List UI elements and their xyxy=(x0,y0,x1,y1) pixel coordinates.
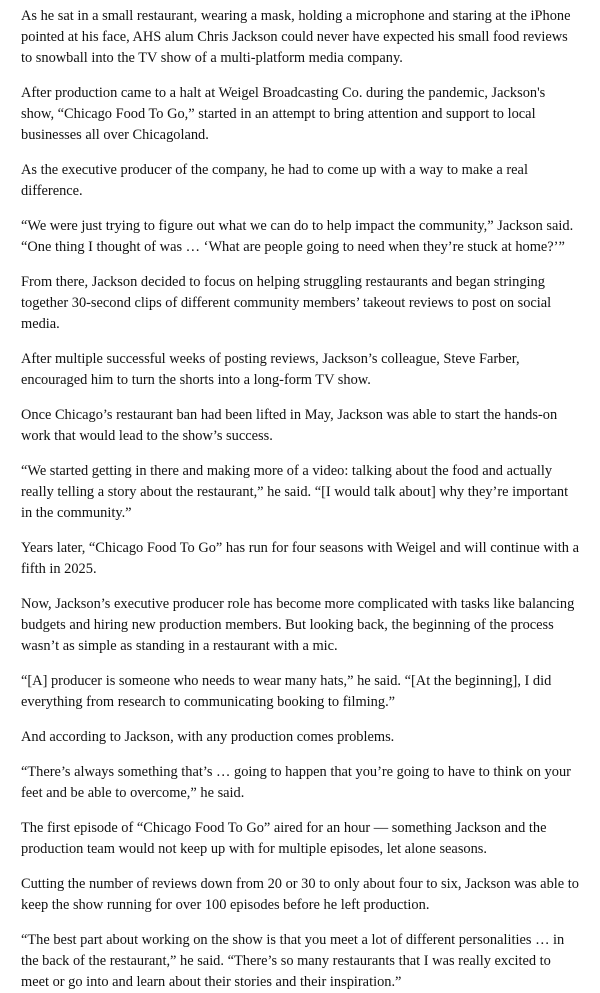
paragraph-12: And according to Jackson, with any production comes problems. xyxy=(21,729,395,745)
paragraph-2: After production came to a halt at Weigel Broadcasting Co. during the pandemic, Jackson's show, “Chicago Food To Go,” started in an attempt to bring attention and support to local businesses all over Chicagoland. xyxy=(21,85,546,143)
paragraph-10: Now, Jackson’s executive producer role has become more complicated with tasks like balancing budgets and hiring new production members. But looking back, the beginning of the process wasn’t as simple as standing in a restaurant with a mic. xyxy=(21,596,575,654)
paragraph-14: The first episode of “Chicago Food To Go” aired for an hour — something Jackson and the production team would not keep up with for multiple episodes, let alone seasons. xyxy=(21,820,547,857)
paragraph-5: From there, Jackson decided to focus on helping struggling restaurants and began stringing together 30-second clips of different community members’ takeout reviews to post on social media. xyxy=(21,274,552,332)
paragraph-3: As the executive producer of the company, he had to come up with a way to make a real difference. xyxy=(21,162,528,199)
paragraph-4: “We were just trying to figure out what we can do to help impact the community,” Jackson said. “One thing I thought of was … ‘What are people going to need when they’re stuck at home?’” xyxy=(21,218,574,255)
paragraph-15: Cutting the number of reviews down from 20 or 30 to only about four to six, Jackson was able to keep the show running for over 100 episodes before he left production. xyxy=(21,876,579,913)
paragraph-9: Years later, “Chicago Food To Go” has run for four seasons with Weigel and will continue with a fifth in 2025. xyxy=(21,540,579,577)
paragraph-7: Once Chicago’s restaurant ban had been lifted in May, Jackson was able to start the hands-on work that would lead to the show’s success. xyxy=(21,407,558,444)
paragraph-13: “There’s always something that’s … going to happen that you’re going to have to think on your feet and be able to overcome,” he said. xyxy=(21,764,571,801)
paragraph-1: As he sat in a small restaurant, wearing a mask, holding a microphone and staring at the iPhone pointed at his face, AHS alum Chris Jackson could never have expected his small food reviews to snowball into the TV show of a multi-platform media company. xyxy=(21,8,571,66)
paragraph-11: “[A] producer is someone who needs to wear many hats,” he said. “[At the beginning], I did everything from research to communicating booking to filming.” xyxy=(21,673,552,710)
paragraph-6: After multiple successful weeks of posting reviews, Jackson’s colleague, Steve Farber, encouraged him to turn the shorts into a long-form TV show. xyxy=(21,351,520,388)
paragraph-8: “We started getting in there and making more of a video: talking about the food and actually really telling a story about the restaurant,” he said. “[I would talk about] why they’re important in the community.” xyxy=(21,463,569,521)
paragraph-16: “The best part about working on the show is that you meet a lot of different personalities … in the back of the restaurant,” he said. “There’s so many restaurants that I was really excited to meet or go into and learn about their stories and their inspiration.” xyxy=(21,932,565,990)
